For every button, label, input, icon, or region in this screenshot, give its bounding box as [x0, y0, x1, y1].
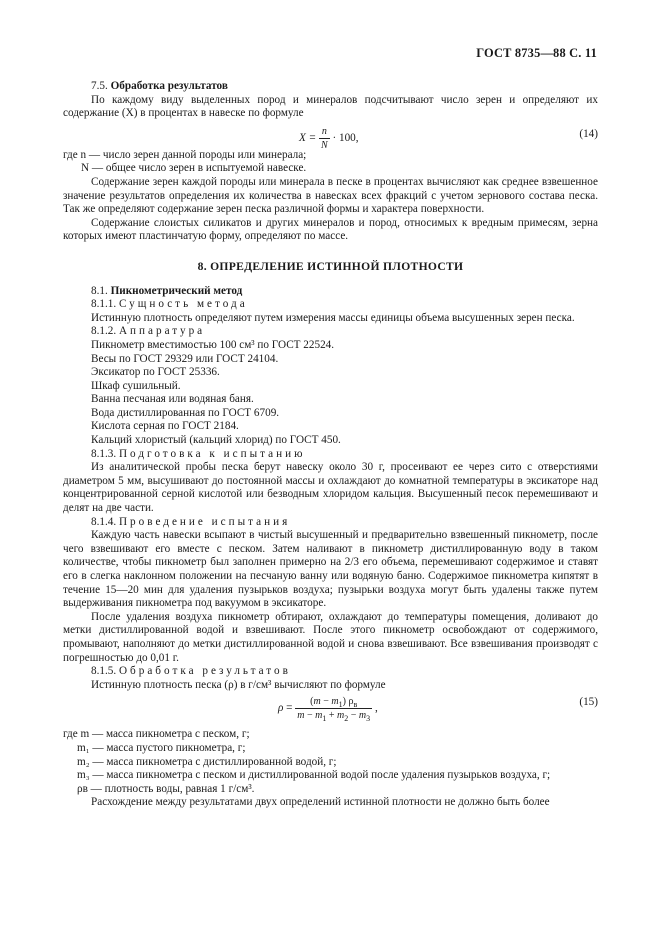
section-8-1-4-heading: 8.1.4. Проведение испытания — [91, 515, 291, 528]
equipment-item: Вода дистиллированная по ГОСТ 6709. — [91, 406, 280, 419]
section-8-1-heading: 8.1. Пикнометрический метод — [91, 284, 243, 297]
paragraph: После удаления воздуха пикнометр обтирают, охлаждают до температуры помещения, доливают до метки дистиллированной водой и взвешивают. После этого пикнометр освобождают от содержимого, промывают, наполняют до метки дистиллированной водой и снова взвешивают. Все взвешивания производят с погрешностью до 0,01 г. — [63, 610, 598, 664]
equipment-item: Эксикатор по ГОСТ 25336. — [91, 366, 220, 379]
equipment-item: Кальций хлористый (кальций хлорид) по ГОСТ 450. — [91, 434, 341, 447]
equipment-item: Кислота серная по ГОСТ 2184. — [91, 420, 239, 433]
section-8-1-1-heading: 8.1.1. Сущность метода — [91, 298, 248, 311]
section-8-1-2-heading: 8.1.2. Аппаратура — [91, 325, 206, 338]
section-7-5-heading: 7.5. Обработка результатов — [91, 80, 228, 92]
where-m3: m₃ — масса пикнометра с песком и дистиллированной водой после удаления пузырьков воздуха, г; — [77, 769, 551, 782]
fraction: $\frac{n}{N}$ — [320, 125, 328, 151]
equation-number: (15) — [579, 696, 598, 709]
equipment-item: Шкаф сушильный. — [91, 379, 181, 392]
paragraph: Из аналитической пробы песка берут навеску около 30 г, просеивают ее через сито с отверстиями диаметром 5 мм, высушивают до постоянной массы и охлаждают до комнатной температуры в эксикаторе над концентрированной серной кислотой или безводным хлоридом кальция. Высушенный песок перемешивают и делят на две части. — [63, 461, 598, 515]
paragraph: Содержание слоистых силикатов и других минералов и пород, относимых к вредным примесям, зерна которых имеют пластинчатую форму, определяют по массе. — [63, 216, 598, 243]
paragraph: По каждому виду выделенных пород и минералов подсчитывают число зерен и определяют их содержание (X) в процентах в навеске по формуле — [63, 93, 598, 120]
where-m: где m — масса пикнометра с песком, г; — [63, 728, 250, 741]
section-8-1-3-heading: 8.1.3. Подготовка к испытанию — [91, 447, 306, 460]
section-8-title: 8. ОПРЕДЕЛЕНИЕ ИСТИННОЙ ПЛОТНОСТИ — [197, 259, 464, 273]
equipment-item: Пикнометр вместимостью 100 см³ по ГОСТ 22524. — [91, 338, 335, 351]
section-8-1-5-heading: 8.1.5. Обработка результатов — [91, 665, 291, 678]
page-content — [63, 80, 598, 810]
where-m1: m₁ — масса пустого пикнометра, г; — [77, 741, 246, 754]
page-header: ГОСТ 8735—88 С. 11 — [476, 46, 597, 60]
paragraph: Каждую часть навески всыпают в чистый высушенный и предварительно взвешенный пикнометр, после чего взвешивают его вместе с песком. Затем наливают в пикнометр дистиллированную воду в таком количестве, чтобы пикнометр был заполнен примерно на 2/3 его объема, перемешивают содержимое и ставят его в слегка наклонном положении на песчаную ванну или водяную баню. Содержимое пикнометра кипятят в течение 15—20 мин для удаления пузырьков воздуха; пузырьки воздуха могут быть удалены также путем выдерживания пикнометра под вакуумом в эксикаторе. — [63, 529, 598, 610]
equipment-item: Ванна песчаная или водяная баня. — [91, 393, 254, 406]
where-N: N — общее число зерен в испытуемой навеске. — [81, 162, 307, 175]
formula-15: ρ = $\frac{(m - m_1) \rho_в}{m - m_1 + m_2 - m_3}$ , (15) — [278, 696, 598, 724]
where-m2: m₂ — масса пикнометра с дистиллированной водой, г; — [77, 755, 337, 768]
fraction: $\frac{(m - m_1) \rho_в}{m - m_1 + m_2 - m_3}$ — [297, 696, 371, 724]
paragraph: Истинную плотность определяют путем измерения массы единицы объема высушенных зерен песка. — [91, 311, 575, 324]
equation-number: (14) — [579, 127, 598, 140]
formula-14: X = $\frac{n}{N}$ · 100, (14) — [299, 125, 598, 151]
equipment-item: Весы по ГОСТ 29329 или ГОСТ 24104. — [91, 352, 279, 365]
where-rho: ρв — плотность воды, равная 1 г/см³. — [77, 782, 255, 795]
where-n: где n — число зерен данной породы или минерала; — [63, 148, 307, 161]
paragraph: Содержание зерен каждой породы или минерала в песке в процентах вычисляют как среднее взвешенное значение результатов определения их количества в навесках всех фракций с учетом зернового состава песка. Так же определяют содержание зерен песка различной формы и характера поверхности. — [63, 175, 598, 216]
paragraph: Истинную плотность песка (ρ) в г/см³ вычисляют по формуле — [91, 678, 386, 691]
section-7-5-title: Обработка результатов — [110, 80, 228, 92]
paragraph: Расхождение между результатами двух определений истинной плотности не должно быть более — [91, 796, 550, 809]
